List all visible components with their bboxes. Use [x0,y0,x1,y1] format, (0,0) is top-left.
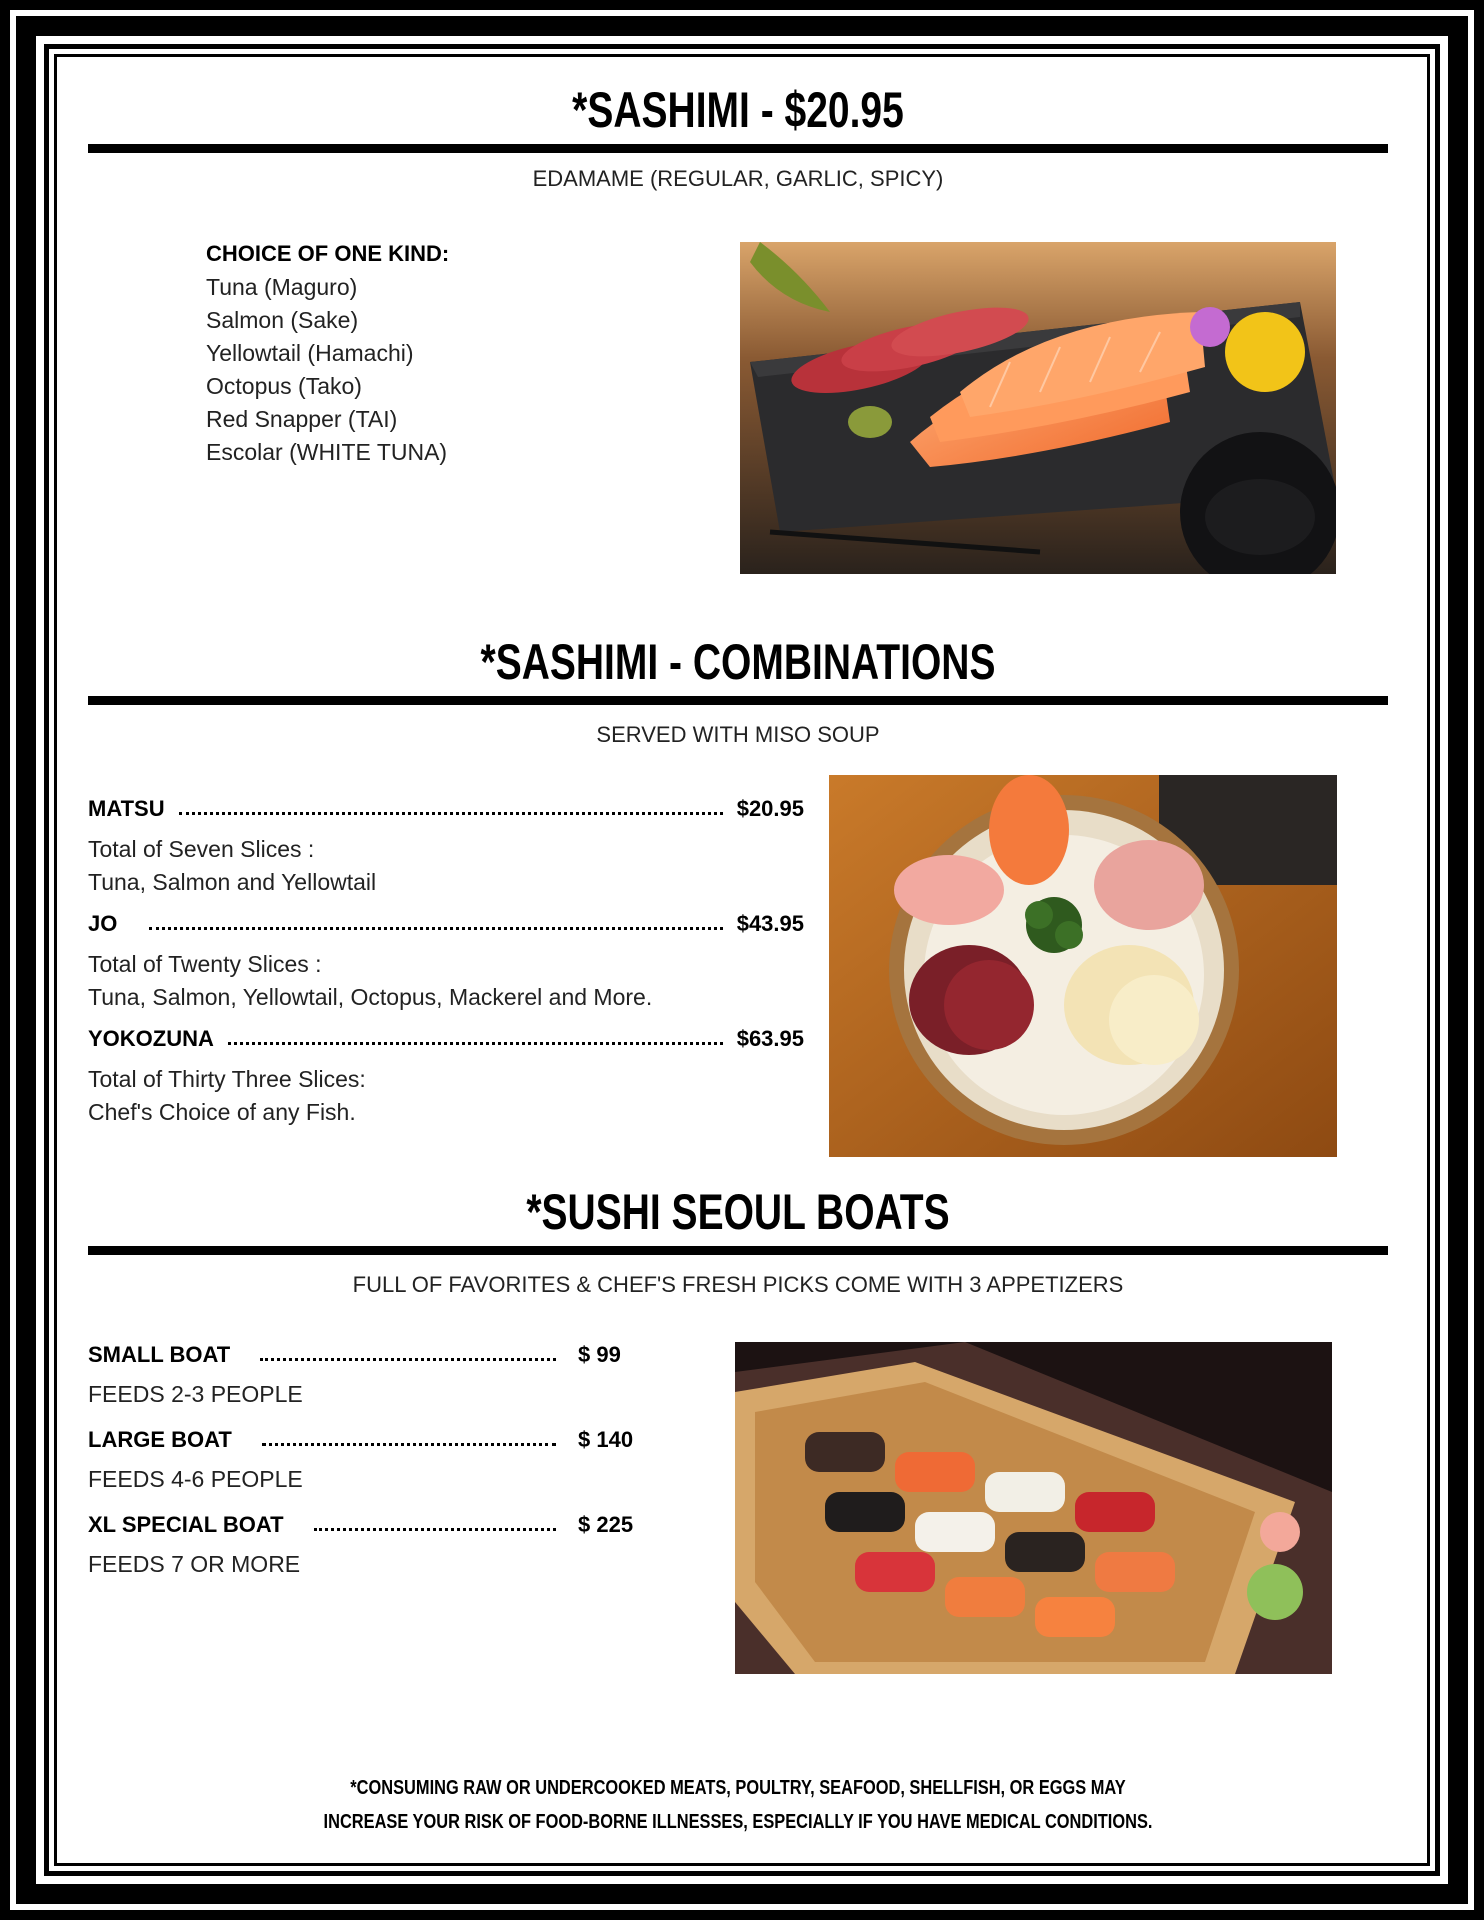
menu-item-row [88,1512,658,1538]
sushi-boat-photo [735,1342,1332,1674]
boats-title: *SUSHI SEOUL BOATS [526,1184,950,1240]
combinations-rule [88,696,1388,705]
item-name: MATSU [88,796,165,821]
sashimi-photo [740,242,1336,574]
item-price: $63.95 [736,1026,804,1051]
item-description: FEEDS 4-6 PEOPLE [88,1466,303,1492]
choice-heading: CHOICE OF ONE KIND: [206,241,450,266]
item-description: FEEDS 7 OR MORE [88,1551,301,1577]
item-price: $ 99 [578,1342,621,1367]
item-description: Total of Twenty Slices : [88,951,322,977]
item-description: Total of Seven Slices : [88,836,315,862]
disclaimer-line: *CONSUMING RAW OR UNDERCOOKED MEATS, POULTRY, SEAFOOD, SHELLFISH, OR EGGS MAY [350,1777,1126,1799]
choice-item: Salmon (Sake) [206,307,359,333]
choice-item: Yellowtail (Hamachi) [206,340,414,366]
sashimi-title: *SASHIMI - $20.95 [572,82,904,138]
leader-dots [149,927,722,930]
item-name: JO [88,911,118,936]
item-description: Chef's Choice of any Fish. [88,1099,356,1125]
sashimi-combination-photo [829,775,1337,1157]
item-name: LARGE BOAT [88,1427,232,1452]
item-price: $43.95 [736,911,804,936]
disclaimer-line: INCREASE YOUR RISK OF FOOD-BORNE ILLNESSES, ESPECIALLY IF YOU HAVE MEDICAL CONDITIONS. [323,1811,1153,1833]
sashimi-rule [88,144,1388,153]
menu-item-row [88,911,804,937]
item-price: $ 225 [578,1512,634,1537]
choice-item: Tuna (Maguro) [206,274,358,300]
leader-dots [314,1528,556,1531]
leader-dots [228,1042,723,1045]
item-name: SMALL BOAT [88,1342,231,1367]
item-description: Total of Thirty Three Slices: [88,1066,366,1092]
choice-item: Red Snapper (TAI) [206,406,398,432]
menu-item-row [88,1427,658,1453]
menu-item-row [88,1026,804,1052]
item-description: FEEDS 2-3 PEOPLE [88,1381,303,1407]
combinations-title: *SASHIMI - COMBINATIONS [480,634,996,690]
boats-subtitle: FULL OF FAVORITES & CHEF'S FRESH PICKS COME WITH 3 APPETIZERS [352,1272,1124,1297]
leader-dots [179,812,723,815]
menu-item-row [88,796,804,822]
item-description: Tuna, Salmon, Yellowtail, Octopus, Mackerel and More. [88,984,653,1010]
menu-item-row [88,1342,658,1368]
boats-rule [88,1246,1388,1255]
choice-item: Octopus (Tako) [206,373,362,399]
item-price: $20.95 [736,796,804,821]
sashimi-subtitle: EDAMAME (REGULAR, GARLIC, SPICY) [532,166,944,191]
choice-item: Escolar (WHITE TUNA) [206,439,448,465]
item-price: $ 140 [578,1427,634,1452]
combinations-subtitle: SERVED WITH MISO SOUP [596,722,880,747]
leader-dots [260,1358,556,1361]
leader-dots [262,1443,556,1446]
item-description: Tuna, Salmon and Yellowtail [88,869,377,895]
item-name: XL SPECIAL BOAT [88,1512,284,1537]
item-name: YOKOZUNA [88,1026,214,1051]
